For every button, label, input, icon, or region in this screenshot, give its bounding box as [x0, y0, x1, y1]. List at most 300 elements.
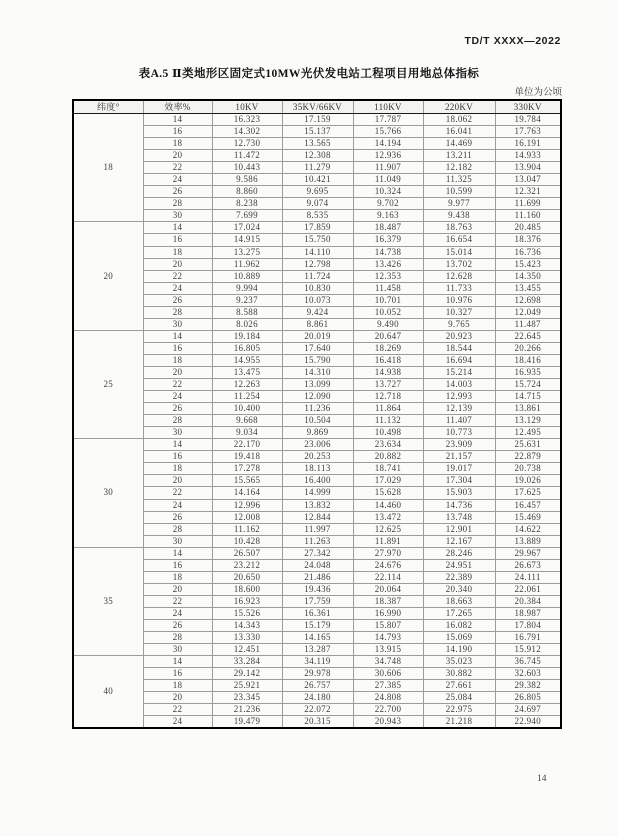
value-cell: 14.110	[282, 246, 353, 258]
value-cell: 20.923	[423, 330, 495, 342]
efficiency-cell: 18	[143, 463, 212, 475]
value-cell: 24.676	[353, 559, 423, 571]
value-cell: 30.606	[353, 668, 423, 680]
table-row	[73, 198, 561, 210]
value-cell: 29.967	[495, 547, 561, 559]
table-row	[73, 138, 561, 150]
value-cell: 8.026	[212, 318, 282, 330]
value-cell: 16.694	[423, 354, 495, 366]
table-row	[73, 595, 561, 607]
value-cell: 18.663	[423, 595, 495, 607]
table-row	[73, 644, 561, 656]
document-code: TD/T XXXX—2022	[464, 35, 561, 47]
value-cell: 9.438	[423, 210, 495, 222]
table-row	[73, 246, 561, 258]
value-cell: 13.861	[495, 403, 561, 415]
value-cell: 18.376	[495, 234, 561, 246]
efficiency-cell: 28	[143, 632, 212, 644]
value-cell: 20.647	[353, 330, 423, 342]
table-row	[73, 583, 561, 595]
value-cell: 12.049	[495, 306, 561, 318]
value-cell: 16.379	[353, 234, 423, 246]
value-cell: 13.211	[423, 150, 495, 162]
value-cell: 13.472	[353, 511, 423, 523]
value-cell: 20.882	[353, 451, 423, 463]
efficiency-cell: 30	[143, 427, 212, 439]
column-header: 10KV	[212, 100, 282, 114]
value-cell: 11.263	[282, 535, 353, 547]
efficiency-cell: 16	[143, 668, 212, 680]
value-cell: 16.418	[353, 354, 423, 366]
value-cell: 20.943	[353, 716, 423, 729]
value-cell: 12.901	[423, 523, 495, 535]
value-cell: 11.162	[212, 523, 282, 535]
table-row	[73, 222, 561, 234]
table-header	[73, 100, 561, 114]
value-cell: 22.170	[212, 439, 282, 451]
efficiency-cell: 24	[143, 607, 212, 619]
table-row	[73, 150, 561, 162]
value-cell: 8.238	[212, 198, 282, 210]
efficiency-cell: 24	[143, 499, 212, 511]
table-row	[73, 126, 561, 138]
value-cell: 13.889	[495, 535, 561, 547]
value-cell: 9.869	[282, 427, 353, 439]
table-row	[73, 234, 561, 246]
table-row	[73, 210, 561, 222]
value-cell: 19.784	[495, 114, 561, 126]
value-cell: 18.987	[495, 607, 561, 619]
value-cell: 15.526	[212, 607, 282, 619]
value-cell: 26.757	[282, 680, 353, 692]
efficiency-cell: 24	[143, 716, 212, 729]
value-cell: 22.700	[353, 704, 423, 716]
value-cell: 24.951	[423, 559, 495, 571]
efficiency-cell: 20	[143, 475, 212, 487]
value-cell: 12.625	[353, 523, 423, 535]
value-cell: 11.279	[282, 162, 353, 174]
value-cell: 18.600	[212, 583, 282, 595]
value-cell: 11.699	[495, 198, 561, 210]
value-cell: 12.090	[282, 391, 353, 403]
table-row	[73, 258, 561, 270]
value-cell: 11.487	[495, 318, 561, 330]
efficiency-cell: 28	[143, 306, 212, 318]
table-row	[73, 571, 561, 583]
value-cell: 14.955	[212, 354, 282, 366]
value-cell: 19.184	[212, 330, 282, 342]
value-cell: 13.702	[423, 258, 495, 270]
value-cell: 12.353	[353, 270, 423, 282]
table-row	[73, 451, 561, 463]
value-cell: 13.475	[212, 366, 282, 378]
value-cell: 20.485	[495, 222, 561, 234]
efficiency-cell: 18	[143, 680, 212, 692]
value-cell: 26.805	[495, 692, 561, 704]
value-cell: 24.048	[282, 559, 353, 571]
table-row	[73, 656, 561, 668]
value-cell: 14.933	[495, 150, 561, 162]
efficiency-cell: 22	[143, 379, 212, 391]
value-cell: 12.167	[423, 535, 495, 547]
value-cell: 22.940	[495, 716, 561, 729]
value-cell: 34.119	[282, 656, 353, 668]
efficiency-cell: 14	[143, 330, 212, 342]
value-cell: 18.387	[353, 595, 423, 607]
efficiency-cell: 16	[143, 559, 212, 571]
efficiency-cell: 20	[143, 150, 212, 162]
value-cell: 24.808	[353, 692, 423, 704]
value-cell: 14.164	[212, 487, 282, 499]
value-cell: 10.701	[353, 294, 423, 306]
value-cell: 15.790	[282, 354, 353, 366]
value-cell: 10.327	[423, 306, 495, 318]
efficiency-cell: 26	[143, 186, 212, 198]
value-cell: 8.860	[212, 186, 282, 198]
value-cell: 16.736	[495, 246, 561, 258]
efficiency-cell: 18	[143, 246, 212, 258]
value-cell: 14.190	[423, 644, 495, 656]
table-row	[73, 415, 561, 427]
value-cell: 27.970	[353, 547, 423, 559]
table-row	[73, 511, 561, 523]
header-row	[73, 100, 561, 114]
value-cell: 12.008	[212, 511, 282, 523]
table-body	[73, 114, 561, 729]
value-cell: 17.787	[353, 114, 423, 126]
value-cell: 12.936	[353, 150, 423, 162]
value-cell: 20.019	[282, 330, 353, 342]
value-cell: 14.938	[353, 366, 423, 378]
value-cell: 19.017	[423, 463, 495, 475]
efficiency-cell: 14	[143, 439, 212, 451]
value-cell: 16.361	[282, 607, 353, 619]
value-cell: 15.423	[495, 258, 561, 270]
value-cell: 19.026	[495, 475, 561, 487]
value-cell: 9.586	[212, 174, 282, 186]
efficiency-cell: 14	[143, 656, 212, 668]
value-cell: 9.977	[423, 198, 495, 210]
table-row	[73, 162, 561, 174]
value-cell: 8.861	[282, 318, 353, 330]
value-cell: 15.903	[423, 487, 495, 499]
value-cell: 10.443	[212, 162, 282, 174]
value-cell: 14.622	[495, 523, 561, 535]
table-row	[73, 487, 561, 499]
value-cell: 13.129	[495, 415, 561, 427]
value-cell: 14.302	[212, 126, 282, 138]
value-cell: 18.741	[353, 463, 423, 475]
latitude-cell: 20	[73, 222, 143, 330]
value-cell: 13.904	[495, 162, 561, 174]
efficiency-cell: 20	[143, 692, 212, 704]
value-cell: 13.287	[282, 644, 353, 656]
value-cell: 16.935	[495, 366, 561, 378]
efficiency-cell: 14	[143, 114, 212, 126]
value-cell: 29.978	[282, 668, 353, 680]
efficiency-cell: 22	[143, 270, 212, 282]
value-cell: 16.654	[423, 234, 495, 246]
value-cell: 9.668	[212, 415, 282, 427]
value-cell: 16.041	[423, 126, 495, 138]
value-cell: 12.993	[423, 391, 495, 403]
value-cell: 13.330	[212, 632, 282, 644]
value-cell: 13.832	[282, 499, 353, 511]
value-cell: 13.748	[423, 511, 495, 523]
efficiency-cell: 26	[143, 511, 212, 523]
unit-note: 单位为公顷	[514, 88, 562, 98]
value-cell: 12.698	[495, 294, 561, 306]
value-cell: 23.212	[212, 559, 282, 571]
value-cell: 20.315	[282, 716, 353, 729]
value-cell: 12.263	[212, 379, 282, 391]
value-cell: 29.142	[212, 668, 282, 680]
efficiency-cell: 30	[143, 210, 212, 222]
table-row	[73, 186, 561, 198]
value-cell: 15.214	[423, 366, 495, 378]
value-cell: 12.798	[282, 258, 353, 270]
efficiency-cell: 20	[143, 258, 212, 270]
value-cell: 34.748	[353, 656, 423, 668]
value-cell: 33.284	[212, 656, 282, 668]
value-cell: 14.460	[353, 499, 423, 511]
table-row	[73, 439, 561, 451]
value-cell: 10.400	[212, 403, 282, 415]
value-cell: 10.599	[423, 186, 495, 198]
value-cell: 13.727	[353, 379, 423, 391]
value-cell: 13.275	[212, 246, 282, 258]
efficiency-cell: 14	[143, 222, 212, 234]
column-header: 效率%	[143, 100, 212, 114]
efficiency-cell: 22	[143, 162, 212, 174]
table-row	[73, 716, 561, 729]
value-cell: 12.730	[212, 138, 282, 150]
table-row	[73, 379, 561, 391]
value-cell: 12.495	[495, 427, 561, 439]
value-cell: 11.864	[353, 403, 423, 415]
value-cell: 12.451	[212, 644, 282, 656]
value-cell: 24.111	[495, 571, 561, 583]
value-cell: 11.325	[423, 174, 495, 186]
value-cell: 17.804	[495, 619, 561, 631]
land-use-table	[72, 99, 562, 729]
efficiency-cell: 16	[143, 234, 212, 246]
value-cell: 18.544	[423, 342, 495, 354]
value-cell: 27.342	[282, 547, 353, 559]
value-cell: 9.765	[423, 318, 495, 330]
value-cell: 10.773	[423, 427, 495, 439]
value-cell: 17.763	[495, 126, 561, 138]
value-cell: 13.099	[282, 379, 353, 391]
value-cell: 12.844	[282, 511, 353, 523]
value-cell: 36.745	[495, 656, 561, 668]
table-row	[73, 607, 561, 619]
value-cell: 22.645	[495, 330, 561, 342]
value-cell: 19.479	[212, 716, 282, 729]
value-cell: 9.074	[282, 198, 353, 210]
efficiency-cell: 26	[143, 619, 212, 631]
value-cell: 11.962	[212, 258, 282, 270]
value-cell: 12.182	[423, 162, 495, 174]
value-cell: 17.640	[282, 342, 353, 354]
value-cell: 14.738	[353, 246, 423, 258]
value-cell: 11.733	[423, 282, 495, 294]
value-cell: 20.266	[495, 342, 561, 354]
value-cell: 23.634	[353, 439, 423, 451]
value-cell: 10.889	[212, 270, 282, 282]
value-cell: 19.436	[282, 583, 353, 595]
value-cell: 18.763	[423, 222, 495, 234]
table-row	[73, 499, 561, 511]
efficiency-cell: 16	[143, 451, 212, 463]
value-cell: 32.603	[495, 668, 561, 680]
value-cell: 15.069	[423, 632, 495, 644]
value-cell: 10.428	[212, 535, 282, 547]
column-header: 330KV	[495, 100, 561, 114]
efficiency-cell: 26	[143, 403, 212, 415]
value-cell: 14.915	[212, 234, 282, 246]
table-row	[73, 342, 561, 354]
value-cell: 13.455	[495, 282, 561, 294]
value-cell: 8.535	[282, 210, 353, 222]
value-cell: 17.625	[495, 487, 561, 499]
value-cell: 14.165	[282, 632, 353, 644]
value-cell: 22.114	[353, 571, 423, 583]
efficiency-cell: 18	[143, 138, 212, 150]
value-cell: 14.999	[282, 487, 353, 499]
table-row	[73, 366, 561, 378]
value-cell: 15.807	[353, 619, 423, 631]
page-number: 14	[537, 774, 547, 784]
value-cell: 16.082	[423, 619, 495, 631]
value-cell: 11.458	[353, 282, 423, 294]
value-cell: 13.915	[353, 644, 423, 656]
latitude-cell: 18	[73, 114, 143, 222]
value-cell: 7.699	[212, 210, 282, 222]
value-cell: 16.457	[495, 499, 561, 511]
efficiency-cell: 30	[143, 644, 212, 656]
column-header: 110KV	[353, 100, 423, 114]
value-cell: 11.407	[423, 415, 495, 427]
column-header: 35KV/66KV	[282, 100, 353, 114]
value-cell: 9.490	[353, 318, 423, 330]
value-cell: 15.014	[423, 246, 495, 258]
value-cell: 27.385	[353, 680, 423, 692]
value-cell: 13.565	[282, 138, 353, 150]
value-cell: 12.718	[353, 391, 423, 403]
efficiency-cell: 22	[143, 595, 212, 607]
value-cell: 14.793	[353, 632, 423, 644]
table-row	[73, 318, 561, 330]
value-cell: 22.061	[495, 583, 561, 595]
efficiency-cell: 28	[143, 415, 212, 427]
value-cell: 15.912	[495, 644, 561, 656]
efficiency-cell: 28	[143, 198, 212, 210]
value-cell: 9.994	[212, 282, 282, 294]
value-cell: 17.859	[282, 222, 353, 234]
efficiency-cell: 20	[143, 583, 212, 595]
table-row	[73, 114, 561, 126]
value-cell: 23.345	[212, 692, 282, 704]
table-title: 表A.5 Ⅱ类地形区固定式10MW光伏发电站工程项目用地总体指标	[138, 68, 480, 80]
efficiency-cell: 28	[143, 523, 212, 535]
value-cell: 18.113	[282, 463, 353, 475]
value-cell: 17.029	[353, 475, 423, 487]
value-cell: 14.310	[282, 366, 353, 378]
value-cell: 15.628	[353, 487, 423, 499]
efficiency-cell: 30	[143, 535, 212, 547]
value-cell: 15.724	[495, 379, 561, 391]
efficiency-cell: 26	[143, 294, 212, 306]
value-cell: 23.006	[282, 439, 353, 451]
table-row	[73, 668, 561, 680]
value-cell: 21.236	[212, 704, 282, 716]
value-cell: 12.996	[212, 499, 282, 511]
value-cell: 12.628	[423, 270, 495, 282]
efficiency-cell: 20	[143, 366, 212, 378]
table-row	[73, 632, 561, 644]
value-cell: 14.715	[495, 391, 561, 403]
value-cell: 11.236	[282, 403, 353, 415]
table-row	[73, 306, 561, 318]
value-cell: 10.073	[282, 294, 353, 306]
table-row	[73, 270, 561, 282]
table-row	[73, 354, 561, 366]
value-cell: 14.003	[423, 379, 495, 391]
column-header: 220KV	[423, 100, 495, 114]
value-cell: 19.418	[212, 451, 282, 463]
efficiency-cell: 24	[143, 391, 212, 403]
value-cell: 24.697	[495, 704, 561, 716]
value-cell: 11.891	[353, 535, 423, 547]
value-cell: 9.034	[212, 427, 282, 439]
value-cell: 9.424	[282, 306, 353, 318]
efficiency-cell: 24	[143, 282, 212, 294]
value-cell: 20.650	[212, 571, 282, 583]
value-cell: 11.160	[495, 210, 561, 222]
table-row	[73, 294, 561, 306]
value-cell: 16.191	[495, 138, 561, 150]
efficiency-cell: 22	[143, 487, 212, 499]
value-cell: 13.426	[353, 258, 423, 270]
value-cell: 15.565	[212, 475, 282, 487]
table-row	[73, 704, 561, 716]
efficiency-cell: 16	[143, 342, 212, 354]
value-cell: 11.907	[353, 162, 423, 174]
value-cell: 22.072	[282, 704, 353, 716]
value-cell: 17.024	[212, 222, 282, 234]
table-row	[73, 427, 561, 439]
value-cell: 21.486	[282, 571, 353, 583]
value-cell: 30.882	[423, 668, 495, 680]
value-cell: 12.139	[423, 403, 495, 415]
efficiency-cell: 24	[143, 174, 212, 186]
value-cell: 10.324	[353, 186, 423, 198]
table-row	[73, 174, 561, 186]
value-cell: 27.661	[423, 680, 495, 692]
latitude-cell: 30	[73, 439, 143, 547]
value-cell: 9.163	[353, 210, 423, 222]
value-cell: 9.695	[282, 186, 353, 198]
table-row	[73, 559, 561, 571]
value-cell: 8.588	[212, 306, 282, 318]
table-row	[73, 619, 561, 631]
efficiency-cell: 18	[143, 354, 212, 366]
value-cell: 15.179	[282, 619, 353, 631]
value-cell: 14.194	[353, 138, 423, 150]
value-cell: 10.498	[353, 427, 423, 439]
value-cell: 10.976	[423, 294, 495, 306]
